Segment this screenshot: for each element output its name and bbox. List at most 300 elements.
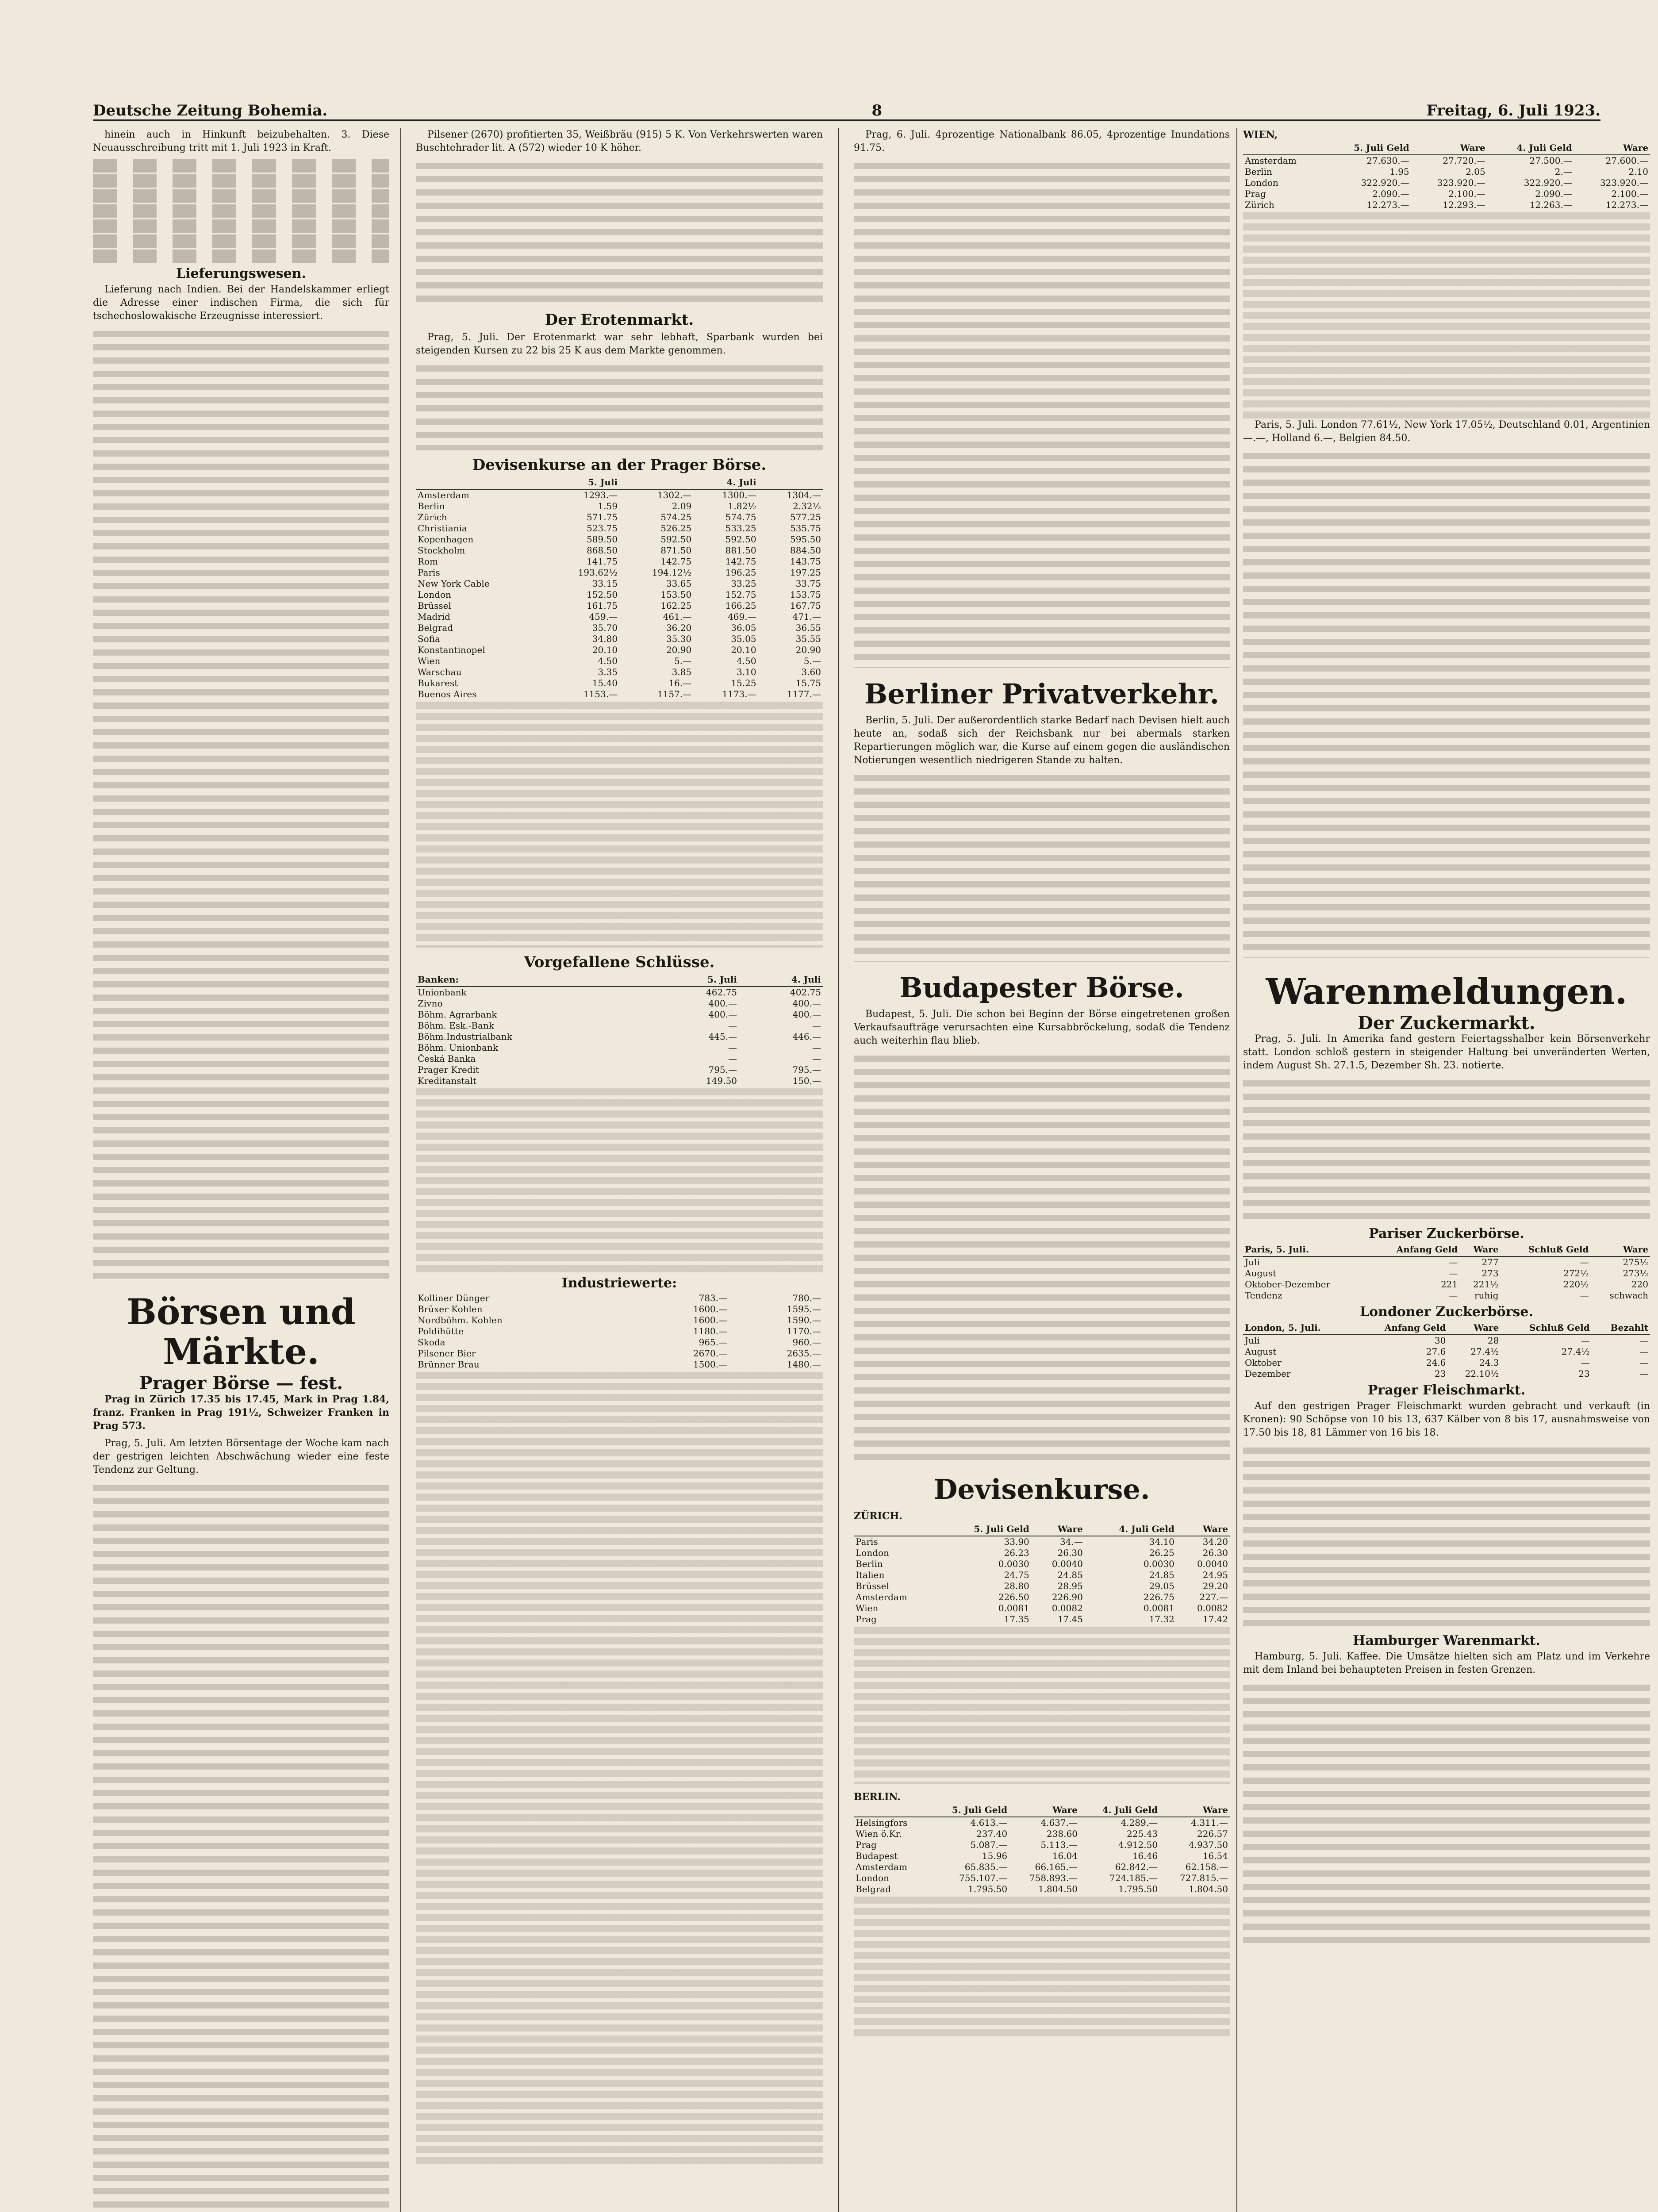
table-cell: 12.273.—	[1605, 200, 1648, 210]
table-cell: Paris	[418, 567, 440, 578]
table-header-cell: Banken:	[416, 973, 655, 987]
table-cell: Pilsener Bier	[418, 1348, 476, 1359]
table-cell: 28.80	[1004, 1581, 1029, 1591]
page-number: 8	[871, 102, 883, 119]
text-block	[1243, 1681, 1650, 1947]
table-row	[416, 501, 823, 512]
table-cell: Belgrad	[856, 1884, 891, 1894]
table-header-cell: Bezahlt	[1592, 1321, 1650, 1335]
table-cell: Rom	[418, 556, 438, 567]
table-cell: 2635.—	[787, 1348, 821, 1359]
table-cell: 194.12½	[652, 567, 692, 578]
table-cell: 0.0081	[998, 1603, 1029, 1613]
table-row	[854, 1559, 1230, 1570]
table-cell: 12.263.—	[1529, 200, 1572, 210]
table-cell: 150.—	[792, 1075, 821, 1086]
table-cell: 595.50	[790, 534, 821, 545]
table-cell: —	[1449, 1290, 1458, 1301]
table-cell: Böhm. Unionbank	[418, 1042, 499, 1053]
table-cell: Madrid	[418, 611, 450, 622]
table-row	[854, 1873, 1230, 1884]
table-cell: 868.50	[587, 545, 618, 556]
text-block	[854, 772, 1230, 962]
table-cell: 1590.—	[787, 1315, 821, 1325]
table-header-cell: 5. Juli Geld	[929, 1804, 1009, 1817]
table-cell: 26.25	[1149, 1548, 1174, 1558]
table-cell: 1293.—	[583, 490, 618, 500]
table-subheading: Londoner Zuckerbörse.	[1360, 1304, 1533, 1320]
table-cell: 225.43	[1127, 1828, 1158, 1839]
table-cell: 17.42	[1202, 1614, 1228, 1624]
table-cell: Zürich	[1245, 200, 1274, 210]
table-header-cell: Ware	[1159, 1804, 1230, 1817]
table-cell: Belgrad	[418, 622, 453, 633]
table-cell: 27.630.—	[1366, 155, 1409, 166]
table-cell: 1.804.50	[1038, 1884, 1078, 1894]
table-cell: Böhm. Agrarbank	[418, 1009, 497, 1020]
table-cell: 871.50	[660, 545, 692, 556]
table-cell: 33.15	[592, 578, 618, 589]
table-cell: London	[1245, 177, 1278, 188]
table-row	[416, 512, 823, 523]
table-cell: 724.185.—	[1109, 1873, 1158, 1883]
table-cell: 24.6	[1426, 1357, 1446, 1368]
table-cell: 34.80	[592, 634, 618, 644]
table-cell: —	[812, 1020, 821, 1031]
closings-table	[416, 973, 823, 1087]
table-row	[1243, 1290, 1650, 1301]
table-row	[416, 1042, 823, 1053]
table-cell: 226.90	[1052, 1592, 1083, 1602]
table-cell: 758.893.—	[1029, 1873, 1078, 1883]
table-cell: 27.4½	[1470, 1346, 1499, 1357]
table-cell: 29.05	[1149, 1581, 1174, 1591]
table-row	[1243, 200, 1650, 211]
table-cell: 1500.—	[693, 1359, 728, 1370]
table-cell: Wien	[418, 656, 441, 666]
article-text: Paris, 5. Juli. London 77.61½, New York 17.05½, Deutschland 0.01, Argentinien —.—, Holland 6.—, Belgien 84.50.	[1243, 419, 1650, 444]
table-cell: Kopenhagen	[418, 534, 474, 545]
table-continuation	[416, 1087, 823, 1272]
table-cell: 1173.—	[722, 689, 756, 699]
table-cell: 35.30	[666, 634, 692, 644]
table-cell: 4.637.—	[1040, 1817, 1078, 1828]
table-cell: 533.25	[725, 523, 756, 534]
text-lines	[93, 189, 389, 203]
text-block	[93, 327, 389, 1279]
table-cell: 161.75	[587, 600, 618, 611]
table-cell: 196.25	[725, 567, 756, 578]
table-cell: Warschau	[418, 667, 462, 677]
table-cell: Poldihütte	[418, 1326, 464, 1336]
table-label: ZÜRICH.	[854, 1510, 902, 1522]
section-heading: Budapester Börse.	[899, 972, 1184, 1004]
table-row	[416, 1053, 823, 1064]
table-cell: —	[812, 1042, 821, 1053]
table-cell: 400.—	[792, 998, 821, 1009]
table-cell: 1600.—	[693, 1315, 728, 1325]
table-header-cell: Schluß Geld	[1501, 1243, 1591, 1256]
table-continuation	[416, 700, 823, 948]
table-cell: 322.920.—	[1524, 177, 1572, 188]
table-cell: 1.795.50	[968, 1884, 1008, 1894]
table-cell: 571.75	[587, 512, 618, 522]
table-cell: 16.54	[1202, 1851, 1228, 1861]
table-cell: 26.30	[1057, 1548, 1083, 1558]
table-cell: 28.95	[1057, 1581, 1083, 1591]
table-row	[416, 1315, 823, 1326]
table-cell: 400.—	[792, 1009, 821, 1020]
table-header-cell: Ware	[1574, 142, 1650, 155]
table-cell: 884.50	[790, 545, 821, 556]
subsection-heading: Prager Börse — fest.	[139, 1373, 343, 1394]
table-header-cell: Anfang Geld	[1356, 1321, 1448, 1335]
table-cell: 33.65	[666, 578, 692, 589]
table-cell: 2.10	[1628, 166, 1648, 177]
table-cell: Brüxer Kohlen	[418, 1304, 483, 1314]
table-cell: 1.59	[598, 501, 618, 511]
table-cell: 34.10	[1149, 1536, 1174, 1547]
table-cell: 592.50	[660, 534, 692, 545]
article-text: Berlin, 5. Juli. Der außerordentlich starke Bedarf nach Devisen hielt auch heute an, sodaß sich der Reichsbank nur bei abermals starken Repartierungen möglich war, die Kurse auf einem gegen die ausländischen Notierungen wesentlich niedrigeren Stande zu halten.	[854, 715, 1230, 766]
table-row	[416, 987, 823, 998]
table-cell: 1480.—	[787, 1359, 821, 1370]
table-cell: 4.613.—	[970, 1817, 1008, 1828]
table-row	[854, 1570, 1230, 1581]
article-text: hinein auch in Hinkunft beizubehalten. 3. Diese Neuausschreibung tritt mit 1. Juli 1923 in Kraft.	[93, 129, 389, 154]
table-cell: 20.10	[731, 645, 756, 655]
column-rule	[1236, 128, 1237, 2212]
text-block	[854, 159, 1230, 668]
table-header-cell	[1243, 142, 1324, 155]
table-cell: 193.62½	[578, 567, 618, 578]
table-row	[416, 600, 823, 611]
table-row	[416, 689, 823, 700]
column-rule	[838, 128, 839, 2212]
table-cell: 226.50	[998, 1592, 1029, 1602]
table-cell: 4.289.—	[1121, 1817, 1158, 1828]
column-4	[1243, 128, 1650, 2212]
table-cell: Amsterdam	[418, 490, 469, 500]
table-cell: —	[728, 1020, 737, 1031]
table-cell: Tendenz	[1245, 1290, 1282, 1301]
table-row	[416, 1337, 823, 1348]
table-header-cell: 4. Juli	[693, 476, 758, 489]
table-row	[416, 1075, 823, 1087]
table-cell: 197.25	[790, 567, 821, 578]
table-cell: 0.0040	[1197, 1559, 1228, 1569]
table-cell: 577.25	[790, 512, 821, 522]
table-row	[1243, 1268, 1650, 1279]
table-cell: 65.835.—	[964, 1862, 1008, 1872]
table-cell: Brüssel	[856, 1581, 889, 1591]
table-cell: 27.4½	[1561, 1346, 1590, 1357]
table-cell: 153.75	[790, 589, 821, 600]
table-cell: 2.090.—	[1535, 188, 1572, 199]
article-text: Budapest, 5. Juli. Die schon bei Beginn der Börse eingetretenen großen Verkaufsaufträge verursachten eine Kursabbröckelung, sodaß die Tendenz auch weiterhin flau blieb.	[854, 1009, 1230, 1046]
table-cell: 16.—	[668, 678, 692, 688]
table-cell: ruhig	[1474, 1290, 1499, 1301]
table-cell: 2.100.—	[1611, 188, 1648, 199]
table-cell: 15.75	[795, 678, 821, 688]
table-cell: Prager Kredit	[418, 1064, 480, 1075]
table-row	[416, 634, 823, 645]
text-lines	[93, 234, 389, 248]
london-sugar-table	[1243, 1321, 1650, 1379]
table-cell: 402.75	[790, 987, 821, 998]
table-cell: 0.0030	[998, 1559, 1029, 1569]
table-cell: 24.85	[1057, 1570, 1083, 1580]
table-cell: 152.50	[587, 589, 618, 600]
table-cell: 142.75	[660, 556, 692, 567]
column-2	[416, 128, 823, 2212]
text-block	[416, 159, 823, 305]
table-cell: London	[856, 1548, 889, 1558]
table-cell: Berlin	[856, 1559, 883, 1569]
table-cell: 1153.—	[583, 689, 618, 699]
table-row	[854, 1592, 1230, 1603]
table-row	[1243, 1346, 1650, 1357]
table-cell: 1304.—	[787, 490, 821, 500]
table-cell: 12.293.—	[1443, 200, 1485, 210]
section-heading: Devisenkurse.	[933, 1473, 1150, 1505]
table-cell: 36.05	[731, 622, 756, 633]
table-continuation	[854, 1625, 1230, 1784]
table-cell: 166.25	[725, 600, 756, 611]
table-cell: 221	[1441, 1279, 1458, 1290]
table-cell: 783.—	[699, 1293, 728, 1303]
section-heading: Prager Fleischmarkt.	[1367, 1382, 1526, 1398]
table-header-cell: 4. Juli Geld	[1487, 142, 1574, 155]
table-row	[1243, 177, 1650, 188]
table-cell: 4.311.—	[1191, 1817, 1228, 1828]
table-label: BERLIN.	[854, 1791, 901, 1803]
table-cell: —	[1580, 1290, 1589, 1301]
table-cell: 62.158.—	[1185, 1862, 1228, 1872]
table-cell: 461.—	[663, 611, 692, 622]
table-cell: 960.—	[792, 1337, 821, 1348]
table-cell: 0.0082	[1052, 1603, 1083, 1613]
table-header-cell: Ware	[1009, 1804, 1079, 1817]
table-cell: 20.10	[592, 645, 618, 655]
table-continuation	[1243, 211, 1650, 419]
table-cell: Kreditanstalt	[418, 1075, 477, 1086]
industrials-table	[416, 1293, 823, 1370]
table-cell: Česká Banka	[418, 1053, 476, 1064]
table-cell: schwach	[1609, 1290, 1648, 1301]
table-cell: 589.50	[587, 534, 618, 545]
table-header-cell: 4. Juli Geld	[1085, 1523, 1176, 1536]
table-header-cell	[619, 476, 693, 489]
table-cell: Berlin	[1245, 166, 1272, 177]
table-cell: Kolliner Dünger	[418, 1293, 490, 1303]
table-cell: 0.0040	[1052, 1559, 1083, 1569]
table-cell: 5.087.—	[970, 1839, 1008, 1850]
table-header-cell: Schluß Geld	[1501, 1321, 1591, 1335]
table-cell: 66.165.—	[1035, 1862, 1078, 1872]
article-text: Lieferung nach Indien. Bei der Handelskammer erliegt die Adresse einer indischen Firma, die sich für tschechoslowakische Erzeugnisse interessiert.	[93, 284, 389, 322]
zurich-table	[854, 1523, 1230, 1625]
table-cell: Prag	[1245, 188, 1266, 199]
table-cell: 17.35	[1004, 1614, 1029, 1624]
text-lines	[93, 219, 389, 233]
table-header-cell	[854, 1804, 929, 1817]
table-row	[854, 1862, 1230, 1873]
table-row	[854, 1536, 1230, 1548]
table-cell: 20.90	[666, 645, 692, 655]
table-row	[416, 1348, 823, 1359]
section-heading: Berliner Privatverkehr.	[864, 678, 1220, 710]
table-cell: 273½	[1623, 1268, 1648, 1279]
table-cell: 3.35	[598, 667, 618, 677]
table-cell: Brünner Brau	[418, 1359, 480, 1370]
table-row	[416, 1359, 823, 1370]
table-cell: 3.10	[737, 667, 756, 677]
article-text: Prag, 6. Juli. 4prozentige Nationalbank 86.05, 4prozentige Inundations 91.75.	[854, 129, 1230, 154]
table-cell: 24.3	[1479, 1357, 1499, 1368]
table-cell: 1.795.50	[1118, 1884, 1158, 1894]
table-cell: 795.—	[708, 1064, 737, 1075]
table-cell: 1177.—	[787, 689, 821, 699]
table-cell: Oktober-Dezember	[1245, 1279, 1330, 1290]
devisen-table	[416, 476, 823, 700]
table-cell: 22.10½	[1465, 1368, 1499, 1379]
section-heading: Der Erotenmarkt.	[545, 311, 694, 329]
wien-table	[1243, 142, 1650, 211]
table-subheading: Pariser Zuckerbörse.	[1369, 1226, 1524, 1241]
table-row	[1243, 1335, 1650, 1346]
table-row	[1243, 155, 1650, 166]
table-cell: 3.60	[801, 667, 821, 677]
table-cell: 5.—	[803, 656, 821, 666]
table-row	[416, 1064, 823, 1075]
text-block	[1243, 1077, 1650, 1223]
table-cell: 27.6	[1426, 1346, 1446, 1357]
text-lines	[93, 159, 389, 173]
table-cell: 2.09	[672, 501, 692, 511]
text-block	[93, 1481, 389, 2212]
table-cell: Berlin	[418, 501, 445, 511]
table-cell: 273	[1481, 1268, 1499, 1279]
table-cell: 0.0081	[1143, 1603, 1174, 1613]
table-header-cell: Ware	[1031, 1523, 1085, 1536]
table-cell: —	[728, 1042, 737, 1053]
table-cell: —	[728, 1053, 737, 1064]
table-cell: 4.50	[598, 656, 618, 666]
table-cell: 277	[1481, 1257, 1499, 1267]
table-cell: 780.—	[792, 1293, 821, 1303]
table-cell: 795.—	[792, 1064, 821, 1075]
table-cell: 15.40	[592, 678, 618, 688]
table-cell: 221½	[1473, 1279, 1499, 1290]
table-cell: Böhm.Industrialbank	[418, 1031, 512, 1042]
table-row	[416, 489, 823, 501]
table-row	[416, 667, 823, 678]
table-continuation	[854, 1895, 1230, 2036]
table-cell: 26.30	[1202, 1548, 1228, 1558]
table-row	[416, 589, 823, 600]
table-cell: 400.—	[708, 998, 737, 1009]
table-row	[416, 611, 823, 622]
table-header-cell: Ware	[1447, 1321, 1501, 1335]
text-block	[416, 362, 823, 450]
table-cell: —	[1581, 1357, 1590, 1368]
table-continuation	[416, 1370, 823, 2166]
table-cell: 469.—	[728, 611, 756, 622]
article-text: Hamburg, 5. Juli. Kaffee. Die Umsätze hielten sich am Platz und im Verkehre mit dem Inland bei behaupteten Preisen in festen Grenzen.	[1243, 1651, 1650, 1675]
table-cell: 220	[1631, 1279, 1648, 1290]
table-cell: 34.20	[1202, 1536, 1228, 1547]
table-cell: 275½	[1623, 1257, 1648, 1267]
table-cell: 459.—	[589, 611, 618, 622]
article-text: Auf den gestrigen Prager Fleischmarkt wurden gebracht und verkauft (in Kronen): 90 Schöpse von 10 bis 13, 637 Kälber von 8 bis 17, ausnahmsweise von 17.50 bis 18, 81 Lämmer von 16 bis 18.	[1243, 1401, 1650, 1438]
table-cell: August	[1245, 1346, 1277, 1357]
table-cell: 0.0030	[1143, 1559, 1174, 1569]
table-row	[1243, 1256, 1650, 1268]
table-cell: 16.46	[1132, 1851, 1158, 1861]
section-heading: Hamburger Warenmarkt.	[1353, 1633, 1540, 1648]
table-cell: 462.75	[706, 987, 737, 998]
table-row	[1243, 188, 1650, 200]
table-row	[854, 1828, 1230, 1839]
text-lines	[93, 174, 389, 188]
table-row	[854, 1851, 1230, 1862]
table-cell: 1300.—	[722, 490, 756, 500]
table-row	[1243, 1357, 1650, 1368]
table-cell: 4.937.50	[1188, 1839, 1228, 1850]
table-cell: Amsterdam	[856, 1592, 907, 1602]
table-header-cell: Ware	[1591, 1243, 1650, 1256]
table-row	[416, 1326, 823, 1337]
table-cell: 1180.—	[693, 1326, 728, 1336]
table-cell: 445.—	[708, 1031, 737, 1042]
table-cell: Sofia	[418, 634, 441, 644]
table-cell: —	[1449, 1268, 1458, 1279]
table-row	[416, 1009, 823, 1020]
table-cell: 1595.—	[787, 1304, 821, 1314]
table-cell: 36.55	[795, 622, 821, 633]
article-text: Prag, 5. Juli. In Amerika fand gestern Feiertagsshalber kein Börsenverkehr statt. London schloß gestern in steigender Haltung bei unveränderten Werten, indem August Sh. 27.1.5, Dezember Sh. 23. notierte.	[1243, 1033, 1650, 1071]
table-cell: 535.75	[790, 523, 821, 534]
table-cell: Unionbank	[418, 987, 467, 998]
table-header-cell: Ware	[1459, 1243, 1500, 1256]
table-cell: 162.25	[660, 600, 692, 611]
table-cell: London	[418, 589, 451, 600]
table-cell: 15.96	[982, 1851, 1008, 1861]
table-cell: 23	[1434, 1368, 1446, 1379]
table-cell: 27.600.—	[1605, 155, 1648, 166]
table-cell: 1302.—	[657, 490, 692, 500]
table-cell: 5.113.—	[1040, 1839, 1078, 1850]
text-lines	[93, 250, 389, 263]
table-cell: Budapest	[856, 1851, 898, 1861]
table-cell: 237.40	[976, 1828, 1008, 1839]
table-row	[854, 1603, 1230, 1614]
table-cell: Skoda	[418, 1337, 445, 1348]
table-cell: 62.842.—	[1115, 1862, 1158, 1872]
table-cell: Italien	[856, 1570, 885, 1580]
table-row	[416, 1293, 823, 1304]
table-cell: Juli	[1245, 1257, 1260, 1267]
table-cell: 143.75	[790, 556, 821, 567]
text-block	[1243, 449, 1650, 958]
table-cell: Juli	[1245, 1335, 1260, 1346]
table-cell: 755.107.—	[959, 1873, 1008, 1883]
table-cell: 965.—	[699, 1337, 728, 1348]
table-cell: 526.25	[660, 523, 692, 534]
table-cell: 30	[1434, 1335, 1446, 1346]
table-row	[854, 1817, 1230, 1828]
